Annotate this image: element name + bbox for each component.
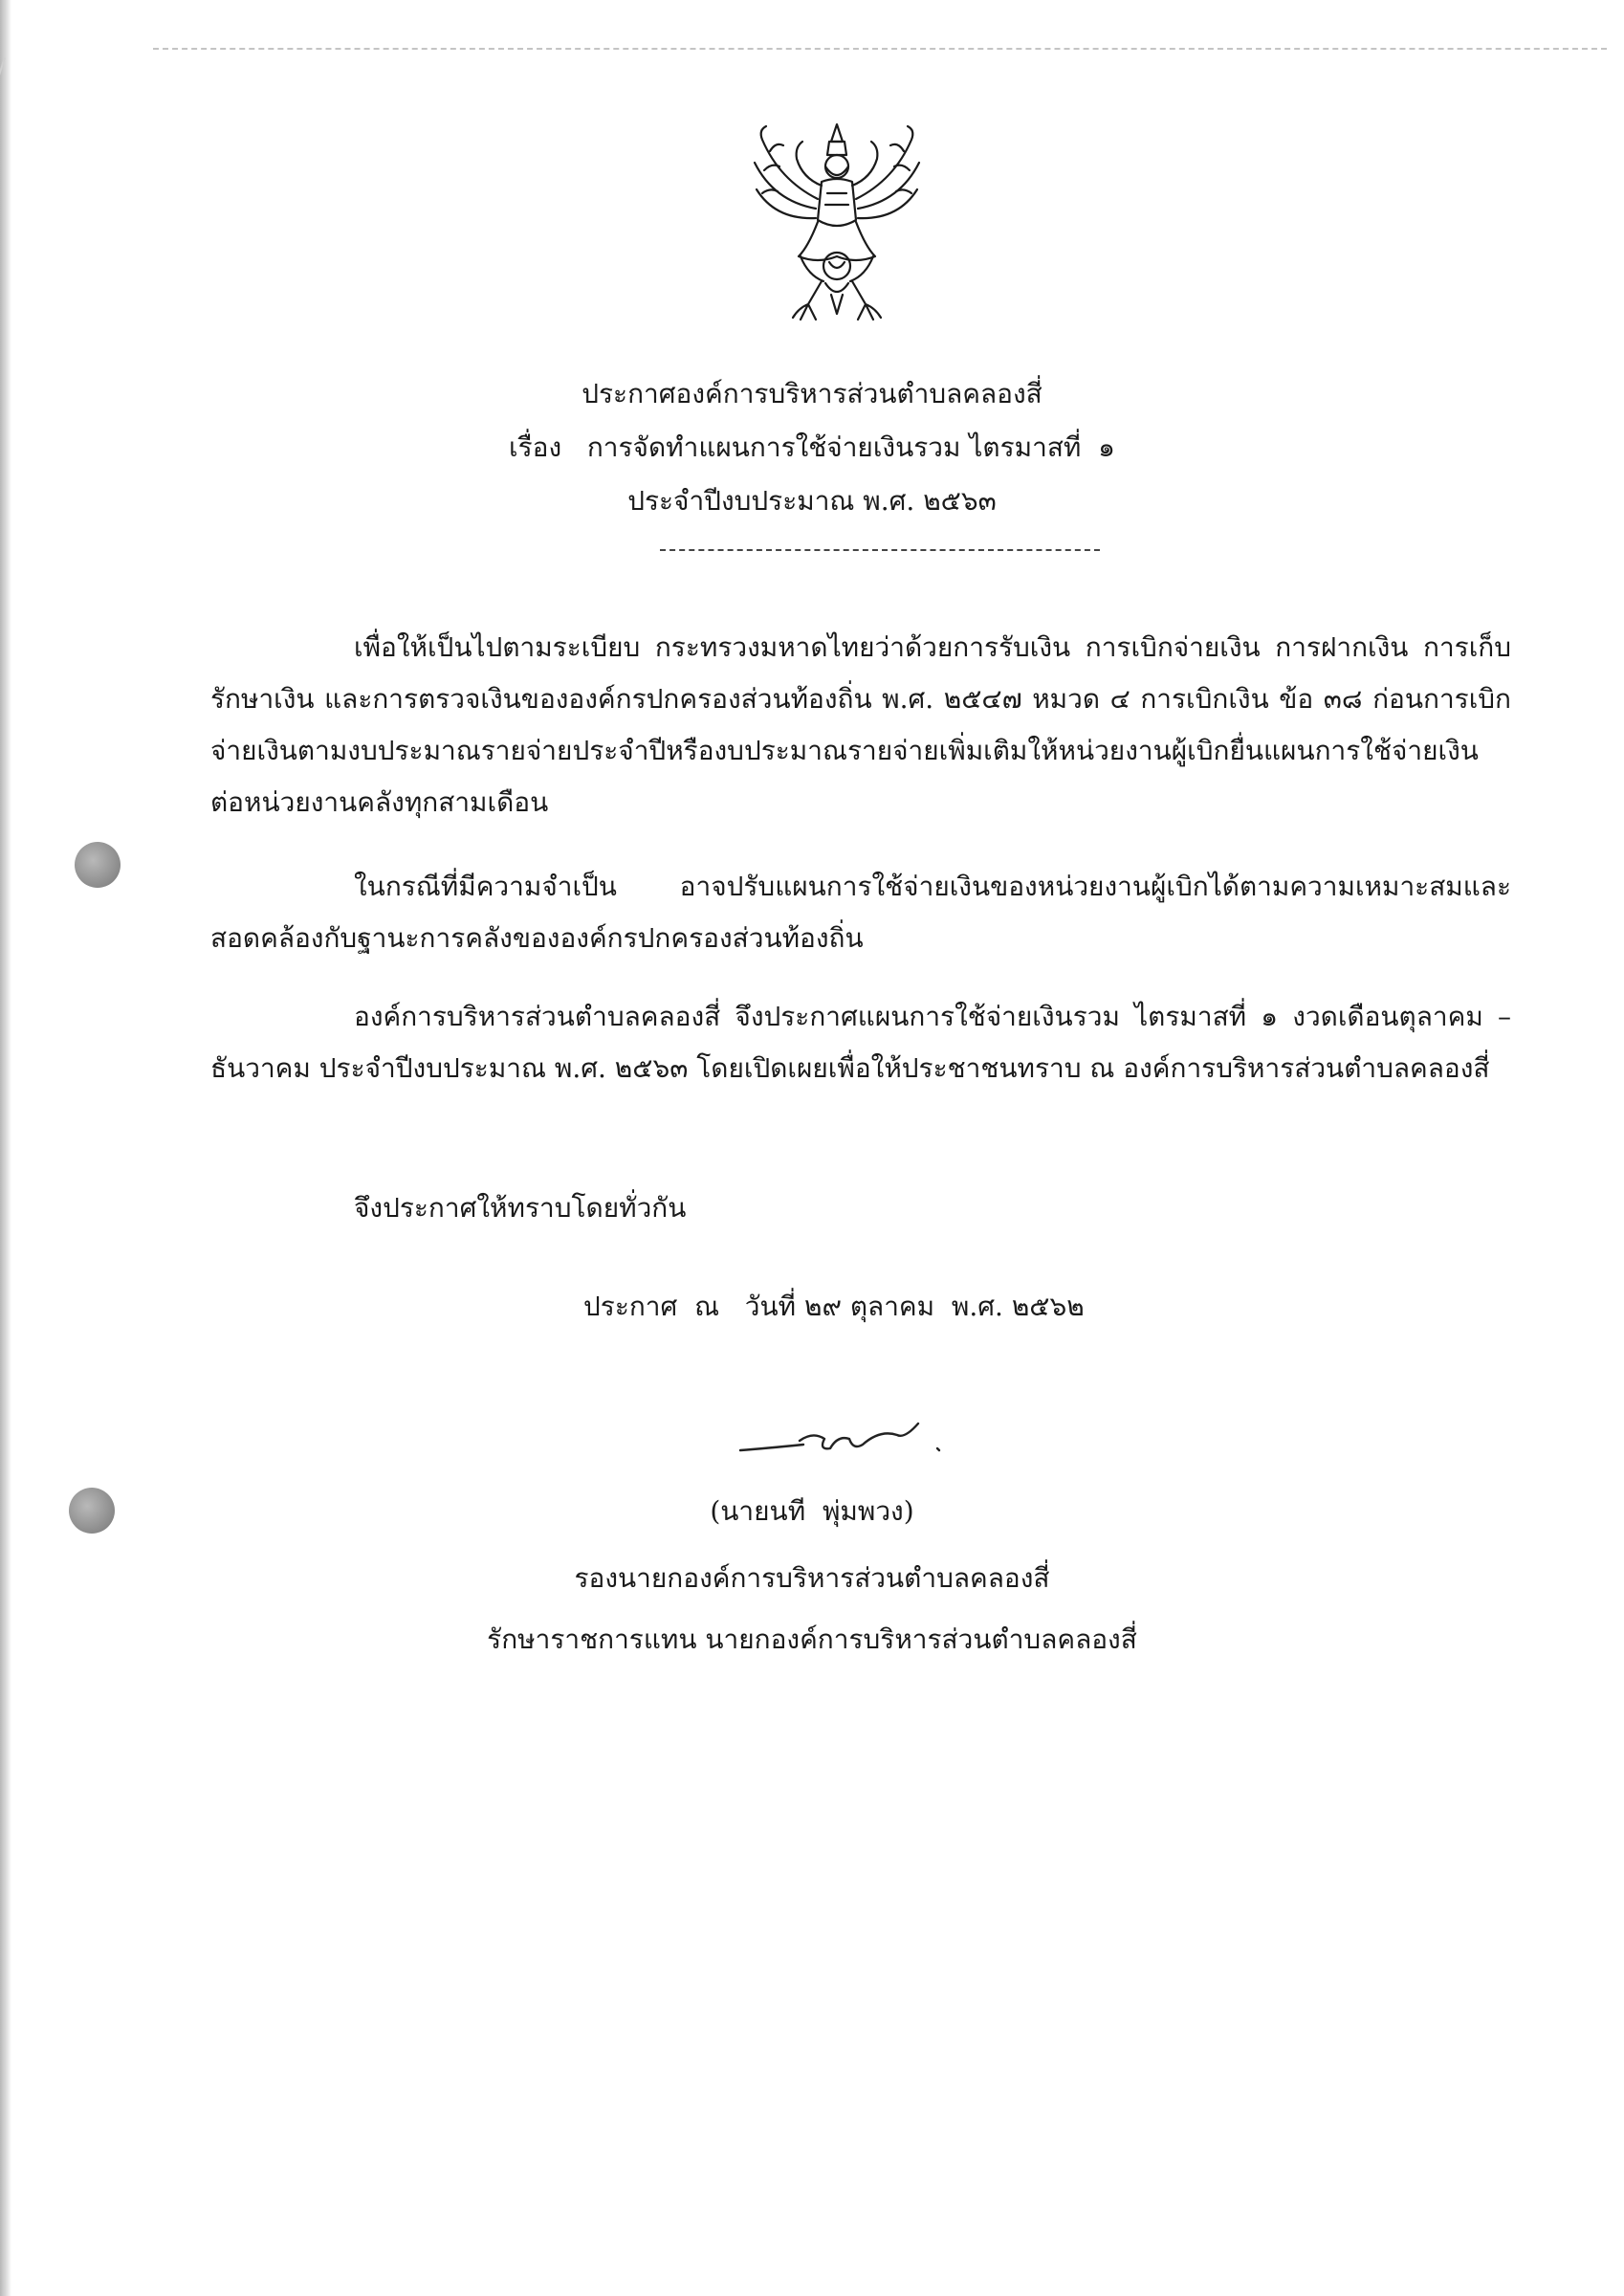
handwritten-signature — [736, 1406, 966, 1473]
header-divider — [660, 549, 1100, 551]
announcement-title: ประกาศองค์การบริหารส่วนตำบลคลองสี่ — [582, 378, 1042, 409]
punch-hole — [75, 842, 121, 888]
scan-edge-shadow — [0, 0, 11, 2296]
body-paragraph: ในกรณีที่มีความจำเป็น อาจปรับแผนการใช้จ่ายเงินของหน่วยงานผู้เบิกได้ตามความเหมาะสมและสอดคล้องกับฐานะการคลังขององค์กรปกครองส่วนท้องถิ่น — [210, 871, 1511, 954]
scan-top-border — [153, 48, 1607, 52]
announcement-date: ประกาศ ณ วันที่ ๒๙ ตุลาคม พ.ศ. ๒๕๖๒ — [583, 1291, 1085, 1322]
garuda-emblem-icon — [741, 113, 933, 333]
signatory-name: (นายนที พุ่มพวง) — [710, 1495, 914, 1527]
signatory-position: รองนายกองค์การบริหารส่วนตำบลคลองสี่ — [574, 1562, 1050, 1594]
fiscal-year-line: ประจำปีงบประมาณ พ.ศ. ๒๕๖๓ — [627, 485, 997, 517]
closing-statement: จึงประกาศให้ทราบโดยทั่วกัน — [354, 1192, 687, 1224]
body-paragraph: องค์การบริหารส่วนตำบลคลองสี่ จึงประกาศแผนการใช้จ่ายเงินรวม ไตรมาสที่ ๑ งวดเดือนตุลาคม – ธันวาคม ประจำปีงบประมาณ พ.ศ. ๒๕๖๓ โดยเปิดเผยเพื่อให้ประชาชนทราบ ณ องค์การบริหารส่วนตำบลคลองสี่ — [210, 1001, 1511, 1084]
signatory-acting-position: รักษาราชการแทน นายกองค์การบริหารส่วนตำบลคลองสี่ — [487, 1623, 1137, 1655]
announcement-subject: เรื่อง การจัดทำแผนการใช้จ่ายเงินรวม ไตรมาสที่ ๑ — [509, 431, 1115, 463]
body-paragraph: เพื่อให้เป็นไปตามระเบียบ กระทรวงมหาดไทยว่าด้วยการรับเงิน การเบิกจ่ายเงิน การฝากเงิน การเก็บรักษาเงิน และการตรวจเงินขององค์กรปกครองส่วนท้องถิ่น พ.ศ. ๒๕๔๗ หมวด ๔ การเบิกเงิน ข้อ ๓๘ ก่อนการเบิกจ่ายเงินตามงบประมาณรายจ่ายประจำปีหรืองบประมาณรายจ่ายเพิ่มเติมให้หน่วยงานผู้เบิกยื่นแผนการใช้จ่ายเงินต่อหน่วยงานคลังทุกสามเดือน — [210, 631, 1511, 818]
